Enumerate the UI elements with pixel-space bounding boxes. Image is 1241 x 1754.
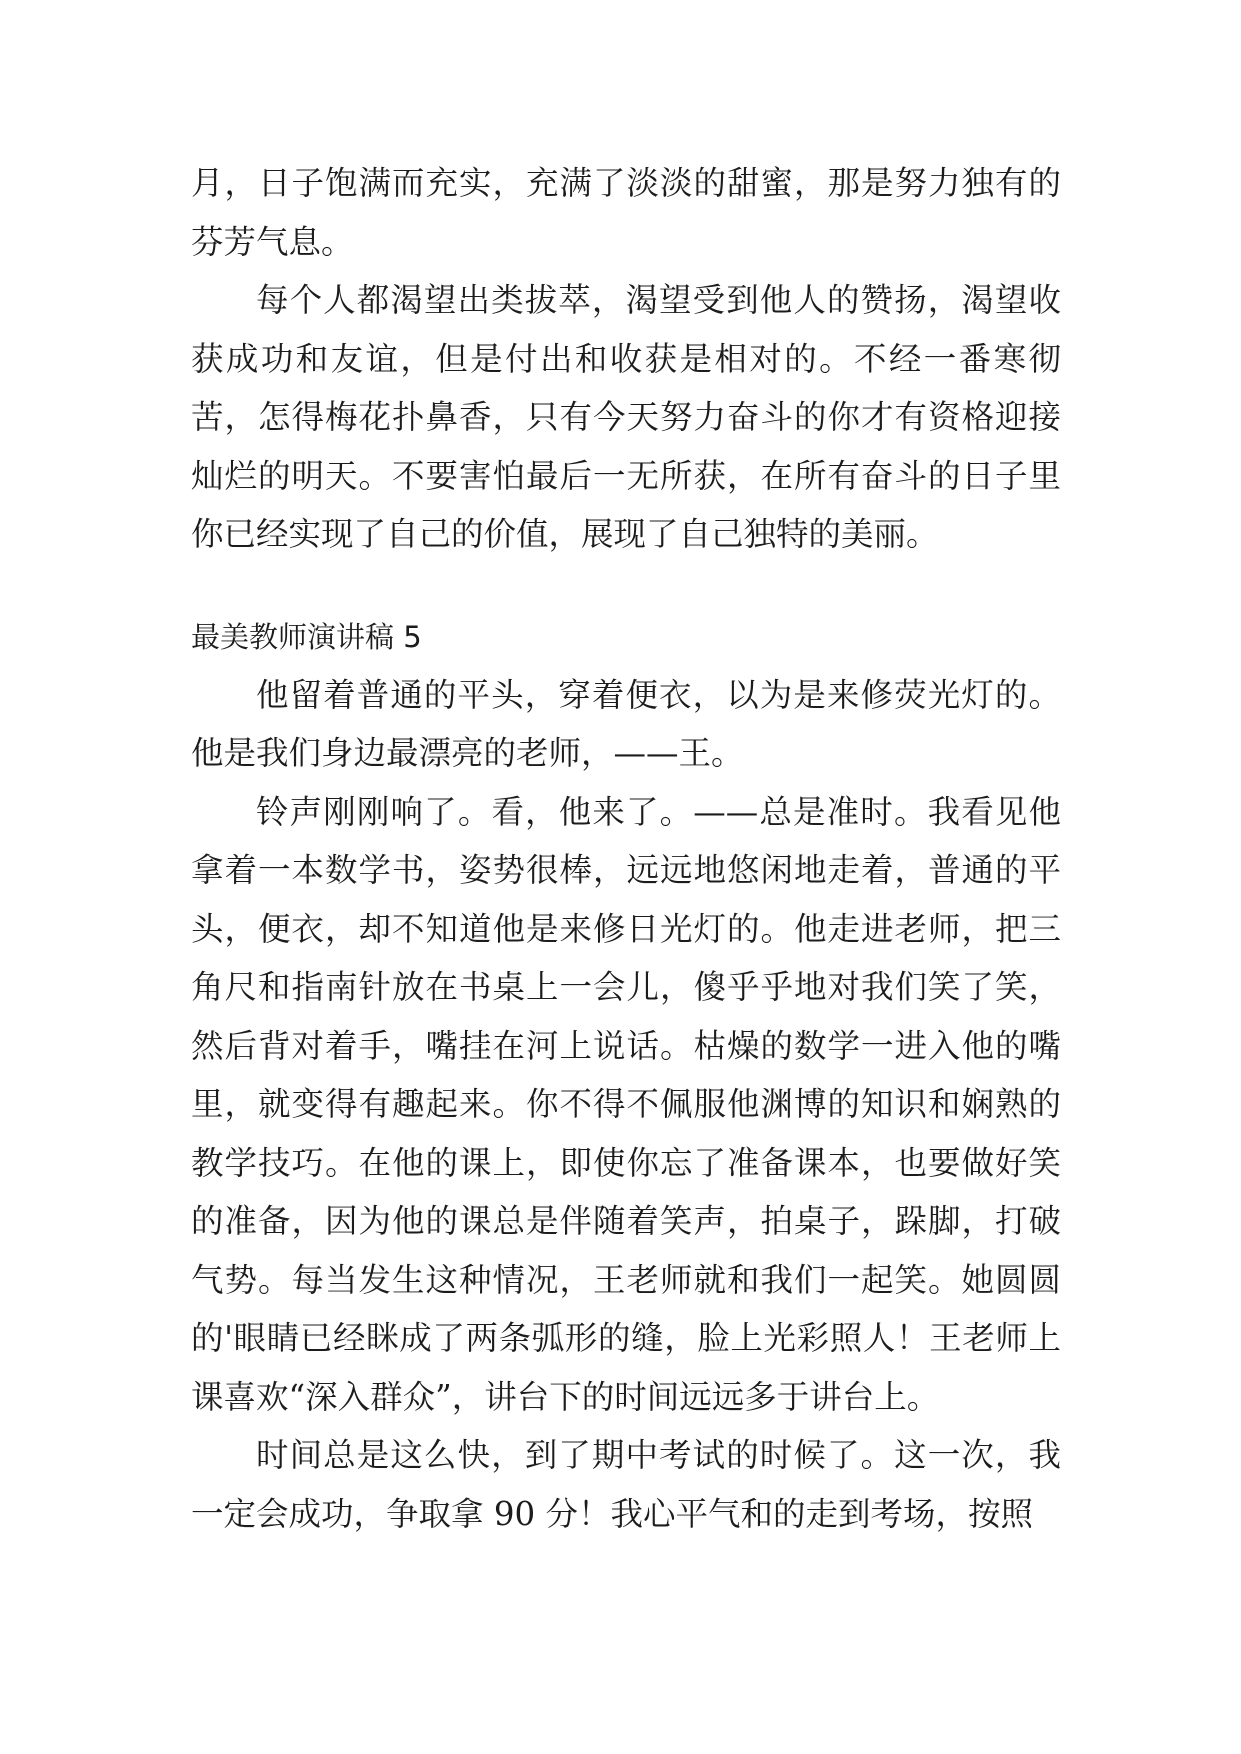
paragraph: 月，日子饱满而充实，充满了淡淡的甜蜜，那是努力独有的芬芳气息。 bbox=[191, 164, 1061, 261]
paragraph: 时间总是这么快，到了期中考试的时候了。这一次，我一定会成功，争取拿 90 分！我心平气和的走到考场，按照 bbox=[191, 1436, 1061, 1533]
section-title: 最美教师演讲稿 5 bbox=[191, 619, 422, 654]
paragraph: 铃声刚刚响了。看，他来了。——总是准时。我看见他拿着一本数学书，姿势很棒，远远地悠闲地走着，普通的平头，便衣，却不知道他是来修日光灯的。他走进老师，把三角尺和指南针放在书桌上一会儿，傻乎乎地对我们笑了笑，然后背对着手，嘴挂在河上说话。枯燥的数学一进入他的嘴里，就变得有趣起来。你不得不佩服他渊博的知识和娴熟的教学技巧。在他的课上，即使你忘了准备课本，也要做好笑的准备，因为他的课总是伴随着笑声，拍桌子，跺脚，打破气势。每当发生这种情况，王老师就和我们一起笑。她圆圆的'眼睛已经眯成了两条弧形的缝，脸上光彩照人！王老师上课喜欢“深入群众”，讲台下的时间远远多于讲台上。 bbox=[191, 792, 1061, 1416]
paragraph: 每个人都渴望出类拔萃，渴望受到他人的赞扬，渴望收获成功和友谊，但是付出和收获是相对的。不经一番寒彻苦，怎得梅花扑鼻香，只有今天努力奋斗的你才有资格迎接灿烂的明天。不要害怕最后一无所获，在所有奋斗的日子里你已经实现了自己的价值，展现了自己独特的美丽。 bbox=[191, 281, 1061, 553]
paragraph: 他留着普通的平头，穿着便衣，以为是来修荧光灯的。他是我们身边最漂亮的老师，——王。 bbox=[191, 675, 1061, 772]
document-body bbox=[191, 154, 1061, 1543]
